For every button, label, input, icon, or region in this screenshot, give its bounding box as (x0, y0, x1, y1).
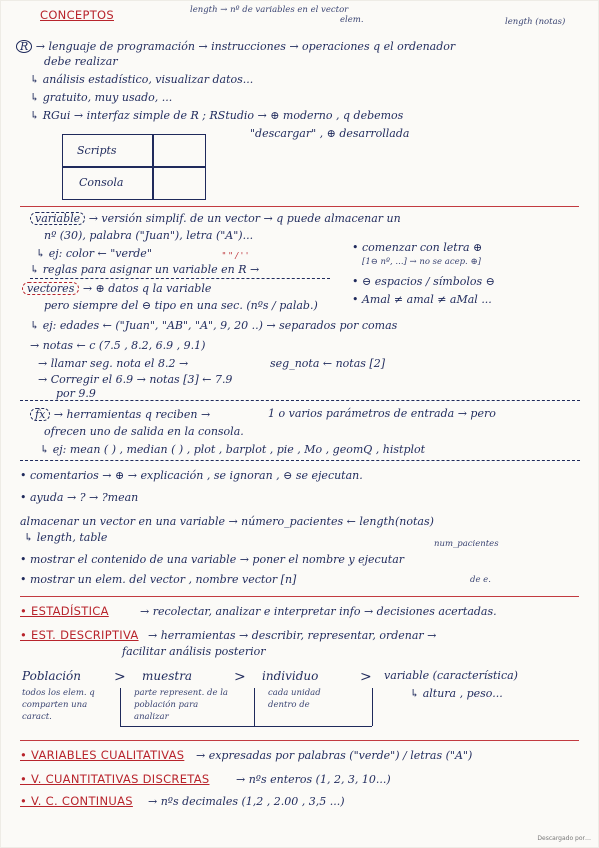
variable-line-4: ↳ reglas para asignar un variable en R → (30, 263, 260, 276)
diagram-bracket-right (372, 688, 373, 726)
r-definition (16, 40, 455, 53)
discretas-title: • V. CUANTITATIVAS DISCRETAS (20, 772, 210, 786)
variable-ej: ↳ altura , peso... (410, 687, 503, 700)
descriptiva-title: • EST. DESCRIPTIVA (20, 628, 139, 642)
gt-2: > (234, 669, 246, 685)
poblacion-label: Población (22, 669, 81, 683)
vectores-label: vectores (22, 282, 79, 295)
r-line-3: ↳ gratuito, muy usado, ... (30, 91, 173, 104)
vectores-line-1: → ⊕ datos q la variable (82, 282, 212, 295)
divider-2 (20, 400, 580, 401)
vectores-definition (22, 282, 211, 295)
top-note-3: length (notas) (505, 17, 566, 27)
r-line-1b: debe realizar (44, 55, 118, 68)
consola-cell (62, 166, 154, 200)
pane-2-cell (152, 134, 206, 168)
poblacion-def: todos los elem. q comparten una caract. (22, 688, 95, 722)
funciones-line-1: → herramientas q reciben → (53, 408, 211, 421)
cualitativas-def: → expresadas por palabras ("verde") / letras ("A") (196, 749, 473, 762)
mostrar-line-1: • mostrar el contenido de una variable → poner el nombre y ejecutar (20, 553, 405, 566)
estadistica-def: → recolectar, analizar e interpretar info → decisiones acertadas. (140, 605, 497, 618)
funciones-line-2: ofrecen uno de salida en la consola. (44, 425, 244, 438)
rule-1b: [1⊖ nº, ...] → no se acep. ⊕] (362, 257, 481, 267)
underline-reglas (30, 278, 330, 279)
vectores-line-2: pero siempre del ⊖ tipo en una sec. (nºs / palab.) (44, 299, 318, 312)
funciones-definition (30, 408, 210, 421)
estadistica-title: • ESTADÍSTICA (20, 604, 109, 618)
vectores-line-5: → llamar seg. nota el 8.2 → (38, 357, 189, 370)
scripts-cell (62, 134, 154, 168)
vectores-line-6: → Corregir el 6.9 → notas [3] ← 7.9 (38, 373, 233, 386)
divider-3 (20, 460, 580, 461)
variable-line-2: nº (30), palabra ("Juan"), letra ("A")... (44, 229, 254, 242)
ayuda-line: • ayuda → ? → ?mean (20, 491, 139, 504)
muestra-label: muestra (142, 669, 193, 683)
variable-definition (30, 212, 401, 225)
funciones-line-3: ↳ ej: mean ( ) , median ( ) , plot , barplot , pie , Mo , geomQ , histplot (40, 443, 426, 456)
vectores-line-6b: por 9.9 (56, 387, 96, 400)
r-line-4: ↳ RGui → interfaz simple de R ; RStudio → ⊕ moderno , q debemos (30, 109, 404, 122)
almacenar-line-1: almacenar un vector en una variable → número_pacientes ← length(notas) (20, 515, 434, 528)
consola-label: Consola (79, 176, 124, 189)
pane-4-cell (152, 166, 206, 200)
gt-1: > (114, 669, 126, 685)
divider-5 (20, 740, 579, 741)
variable-line-3: ↳ ej: color ← "verde" (36, 247, 152, 260)
r-line-2: ↳ análisis estadístico, visualizar datos... (30, 73, 254, 86)
scripts-label: Scripts (77, 144, 117, 157)
vectores-line-3: ↳ ej: edades ← ("Juan", "AB", "A", 9, 20 ..) → separados por comas (30, 319, 398, 332)
diagram-bracket-mid (254, 688, 255, 726)
discretas-def: → nºs enteros (1, 2, 3, 10...) (236, 773, 391, 786)
variable-car-label: variable (característica) (384, 669, 518, 682)
individuo-def: cada unidad dentro de (268, 688, 321, 710)
vectores-line-5b: seg_nota ← notas [2] (270, 357, 386, 370)
descriptiva-def-2: facilitar análisis posterior (122, 645, 266, 658)
page-title: CONCEPTOS (40, 8, 114, 22)
comentarios-line: • comentarios → ⊕ → explicación , se ignoran , ⊖ se ejecutan. (20, 469, 363, 482)
muestra-def: parte represent. de la población para analizar (134, 688, 228, 722)
divider-4 (20, 596, 579, 597)
rule-3: • Amal ≠ amal ≠ aMal ... (352, 293, 492, 306)
vectores-line-4: → notas ← c (7.5 , 8.2, 6.9 , 9.1) (30, 339, 206, 352)
footer-watermark: Descargado por… (537, 835, 591, 842)
variable-line-1: → versión simplif. de un vector → q puede almacenar un (88, 212, 401, 225)
variable-label: variable (30, 212, 85, 225)
r-line-1: → lenguaje de programación → instrucciones → operaciones q el ordenador (35, 40, 456, 53)
almacenar-line-2: ↳ length, table (24, 531, 108, 544)
continuas-title: • V. C. CONTINUAS (20, 794, 133, 808)
r-line-5: "descargar" , ⊕ desarrollada (250, 127, 410, 140)
divider-1 (20, 206, 579, 207)
de-e-note: de e. (470, 575, 491, 585)
mostrar-line-2: • mostrar un elem. del vector , nombre vector [n] (20, 573, 297, 586)
individuo-label: individuo (262, 669, 319, 683)
top-note-2: elem. (340, 15, 364, 25)
rule-2: • ⊖ espacios / símbolos ⊖ (352, 275, 495, 288)
rule-1: • comenzar con letra ⊕ (352, 241, 483, 254)
r-label: R (16, 40, 32, 53)
quote-note: " " / ' ' (222, 251, 249, 261)
descriptiva-def: → herramientas → describir, representar, ordenar → (148, 629, 437, 642)
cualitativas-title: • VARIABLES CUALITATIVAS (20, 748, 185, 762)
diagram-bracket-left (120, 688, 121, 726)
funciones-label: fx (30, 408, 50, 421)
top-note-1: length → nº de variables en el vector (190, 5, 349, 15)
num-pacientes-note: num_pacientes (434, 539, 499, 549)
continuas-def: → nºs decimales (1,2 , 2.00 , 3,5 ...) (148, 795, 345, 808)
diagram-base (120, 726, 372, 727)
funciones-line-1b: 1 o varios parámetros de entrada → pero (268, 407, 496, 420)
gt-3: > (360, 669, 372, 685)
